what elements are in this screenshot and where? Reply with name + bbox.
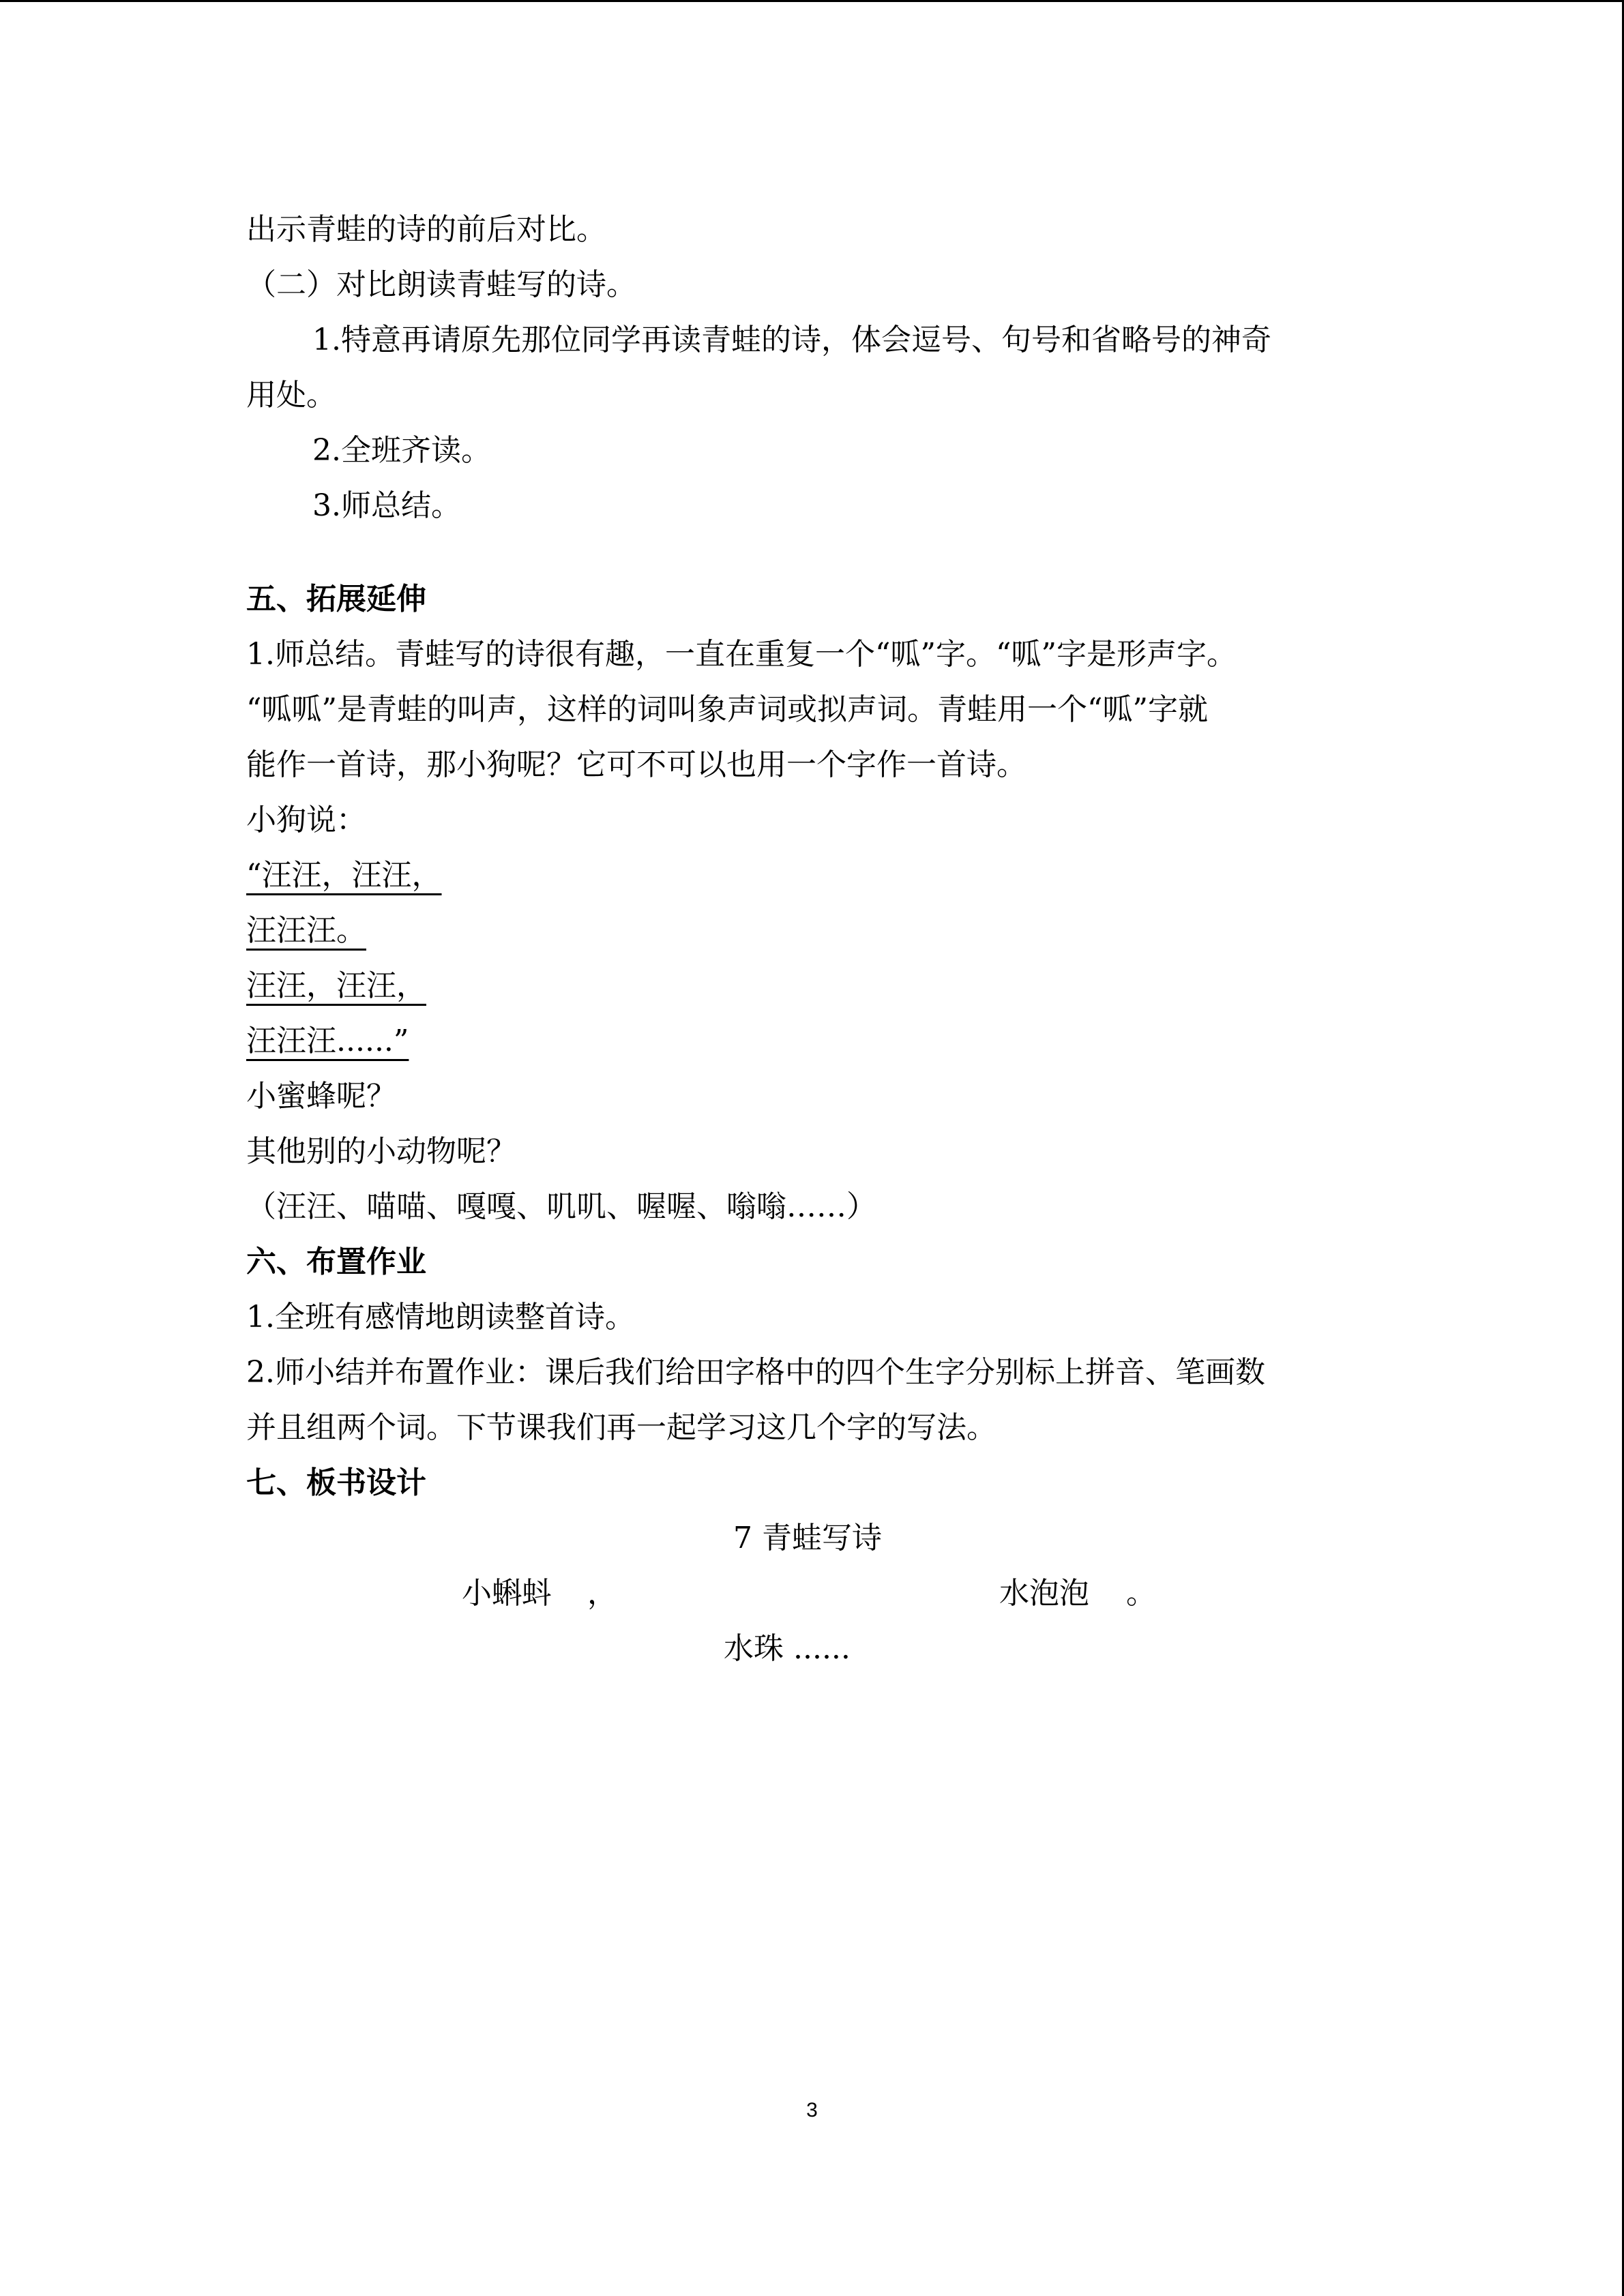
document-body xyxy=(246,202,1365,1676)
paragraph: 其他别的小动物呢？ xyxy=(246,1134,516,1169)
board-title: 7 青蛙写诗 xyxy=(733,1521,882,1555)
board-word-drops: 水珠 ...... xyxy=(724,1631,851,1666)
list-item: 3.师总结。 xyxy=(312,488,461,523)
section-heading: 五、拓展延伸 xyxy=(246,582,426,616)
poem-line-text: 汪汪汪。 xyxy=(246,913,366,948)
paragraph: “呱呱”是青蛙的叫声，这样的词叫象声词或拟声词。青蛙用一个“呱”字就 xyxy=(246,692,1208,727)
section-spacer xyxy=(246,533,1365,571)
list-item-continued: 用处。 xyxy=(246,378,336,413)
board-word-bubble: 水泡泡 xyxy=(999,1576,1089,1611)
page-number: 3 xyxy=(806,2099,818,2121)
paragraph: 1.师总结。青蛙写的诗很有趣，一直在重复一个“呱”字。“呱”字是形声字。 xyxy=(246,637,1237,672)
page-border-top xyxy=(0,0,1624,2)
list-item: 1.特意再请原先那位同学再读青蛙的诗，体会逗号、句号和省略号的神奇 xyxy=(312,323,1271,357)
poem-line-text: 汪汪汪......” xyxy=(246,1024,409,1058)
poem-line xyxy=(246,958,1365,1013)
paragraph: 小蜜蜂呢？ xyxy=(246,1079,396,1114)
board-comma: ， xyxy=(587,1576,617,1611)
list-item: 1.全班有感情地朗读整首诗。 xyxy=(246,1300,635,1335)
section-heading: 七、板书设计 xyxy=(246,1465,426,1500)
list-item-continued: 并且组两个词。下节课我们再一起学习这几个字的写法。 xyxy=(246,1410,996,1445)
section-heading: 六、布置作业 xyxy=(246,1244,426,1279)
paragraph: 小狗说： xyxy=(246,803,366,837)
paragraph: 出示青蛙的诗的前后对比。 xyxy=(246,212,606,247)
board-period: 。 xyxy=(1126,1576,1156,1611)
board-word-tadpole: 小蝌蚪 xyxy=(462,1576,552,1611)
paragraph: 能作一首诗，那小狗呢？它可不可以也用一个字作一首诗。 xyxy=(246,747,1027,782)
subheading: （二）对比朗读青蛙写的诗。 xyxy=(246,267,636,302)
list-item: 2.师小结并布置作业：课后我们给田字格中的四个生字分别标上拼音、笔画数 xyxy=(246,1355,1265,1390)
poem-line xyxy=(246,1013,1365,1069)
list-item: 2.全班齐读。 xyxy=(312,433,491,468)
poem-line xyxy=(246,903,1365,958)
poem-line-text: “汪汪，汪汪， xyxy=(246,858,442,893)
blackboard-design xyxy=(246,1510,1365,1676)
paragraph: （汪汪、喵喵、嘎嘎、叽叽、喔喔、嗡嗡……） xyxy=(246,1189,876,1224)
poem-line-text: 汪汪，汪汪， xyxy=(246,968,426,1003)
poem-line xyxy=(246,848,1365,903)
